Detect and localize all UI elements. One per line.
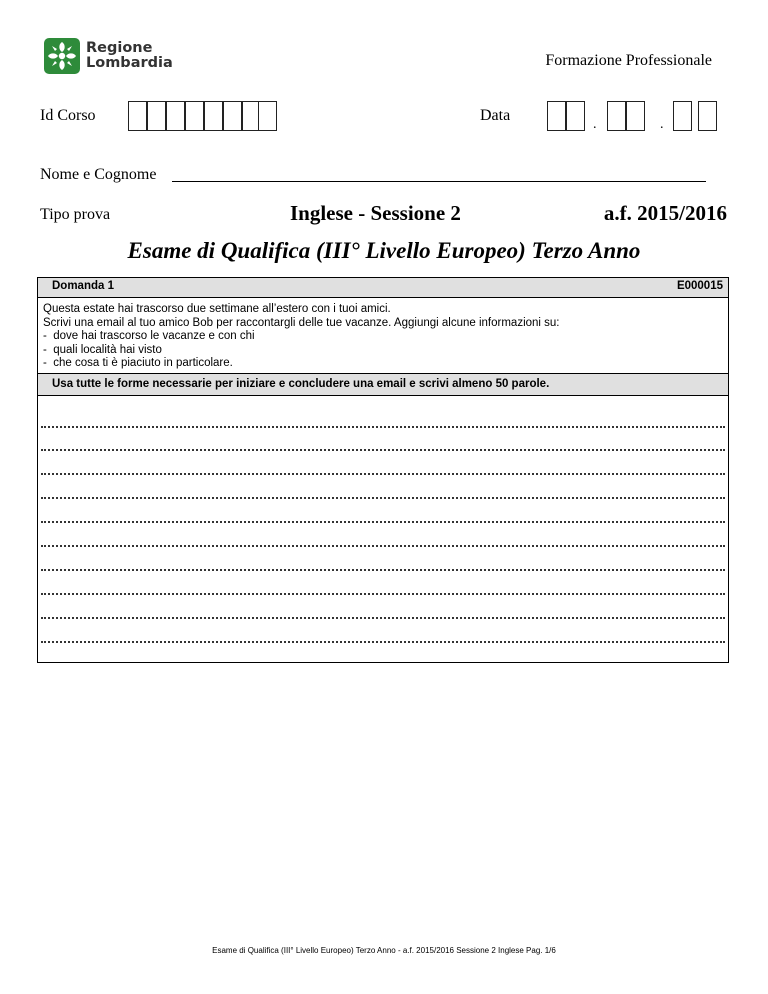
date-separator: . (660, 117, 664, 132)
nome-cognome-label: Nome e Cognome (40, 166, 157, 183)
id-corso-box[interactable] (223, 101, 242, 131)
question-text (43, 303, 560, 371)
answer-line[interactable] (41, 521, 725, 523)
date-separator: . (593, 117, 597, 132)
answer-line[interactable] (41, 569, 725, 571)
date-month-box[interactable] (607, 101, 626, 131)
date-day-box[interactable] (566, 101, 585, 131)
date-year-box[interactable] (673, 101, 692, 131)
answer-line[interactable] (41, 641, 725, 643)
logo-text (86, 41, 173, 71)
logo-line-1: Regione (86, 40, 153, 56)
id-corso-label: Id Corso (40, 107, 96, 124)
question-box (37, 277, 729, 663)
question-line: Scrivi una email al tuo amico Bob per raccontargli delle tue vacanze. Aggiungi alcune informazioni su: (43, 316, 560, 329)
answer-line[interactable] (41, 449, 725, 451)
instruction-bar (38, 373, 728, 396)
answer-line[interactable] (41, 593, 725, 595)
instruction-text: Usa tutte le forme necessarie per iniziare e concludere una email e scrivi almeno 50 parole. (52, 378, 550, 390)
id-corso-box[interactable] (185, 101, 204, 131)
date-day-box[interactable] (547, 101, 566, 131)
anno-formativo: a.f. 2015/2016 (603, 201, 727, 225)
page-footer: Esame di Qualifica (III° Livello Europeo) Terzo Anno - a.f. 2015/2016 Sessione 2 Inglese Pag. 1/6 (212, 946, 556, 955)
question-line: - che cosa ti è piaciuto in particolare. (43, 357, 233, 369)
answer-line[interactable] (41, 473, 725, 475)
question-header (38, 278, 728, 298)
answer-line[interactable] (41, 545, 725, 547)
question-line: - quali località hai visto (43, 343, 162, 356)
answer-line[interactable] (41, 426, 725, 428)
formazione-professionale: Formazione Professionale (545, 52, 712, 69)
question-label: Domanda 1 (52, 280, 114, 292)
id-corso-box[interactable] (166, 101, 185, 131)
question-line: - dove hai trascorso le vacanze e con chi (43, 330, 255, 342)
date-month-box[interactable] (626, 101, 645, 131)
exam-title: Esame di Qualifica (III° Livello Europeo) Terzo Anno (127, 238, 641, 263)
id-corso-box[interactable] (128, 101, 147, 131)
regione-lombardia-logo (44, 38, 176, 74)
regione-lombardia-logo-icon (44, 38, 80, 74)
materia-sessione: Inglese - Sessione 2 (290, 201, 461, 225)
tipo-prova-label: Tipo prova (40, 206, 111, 223)
answer-line[interactable] (41, 617, 725, 619)
data-label: Data (480, 107, 511, 124)
nome-cognome-field[interactable] (172, 181, 706, 182)
question-code: E000015 (676, 280, 723, 292)
question-line: Questa estate hai trascorso due settimane all’estero con i tuoi amici. (43, 303, 391, 315)
id-corso-box[interactable] (147, 101, 166, 131)
answer-line[interactable] (41, 497, 725, 499)
id-corso-box[interactable] (204, 101, 223, 131)
id-corso-box[interactable] (258, 101, 277, 131)
logo-line-2: Lombardia (86, 55, 173, 71)
date-year-box[interactable] (698, 101, 717, 131)
